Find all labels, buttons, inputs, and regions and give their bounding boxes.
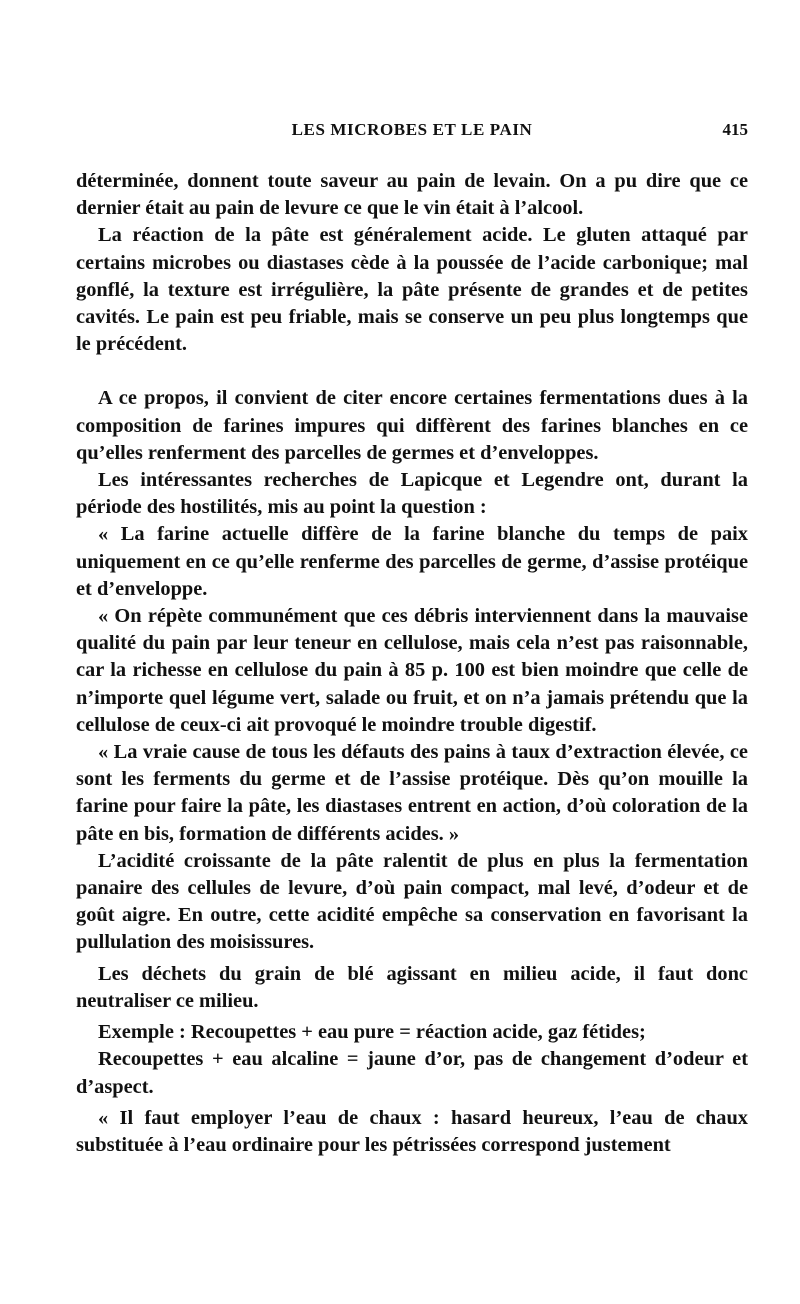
paragraph: A ce propos, il convient de citer encore certaines fermentations dues à la composition de farines impures qui diffèrent des farines blanches en ce qu’elles renferment des parcelles de germes et d’enveloppes. <box>76 387 748 464</box>
quotation-paragraph: « La vraie cause de tous les défauts des pains à taux d’extraction élevée, ce sont les ferments du germe et de l’assise protéique. Dès qu’on mouille la farine pour faire la pâte, les diastases entrent en action, d’où coloration de la pâte en bis, formation de différents acides. » <box>76 741 748 845</box>
quotation-paragraph: « La farine actuelle diffère de la farine blanche du temps de paix uniquement en ce qu’elle renferme des parcelles de germe, d’assise protéique et d’enveloppe. <box>76 523 748 600</box>
paragraph: La réaction de la pâte est généralement acide. Le gluten attaqué par certains microbes ou diastases cède à la poussée de l’acide carbonique; mal gonflé, la texture est irrégulière, la pâte présente de grandes et de petites cavités. Le pain est peu friable, mais se conserve un peu plus longtemps que le précédent. <box>76 224 748 356</box>
paragraph: L’acidité croissante de la pâte ralentit de plus en plus la fermentation panaire des cellules de levure, d’où pain compact, mal levé, d’odeur et de goût aigre. En outre, cette acidité empêche sa conservation en favorisant la pullulation des moisissures. <box>76 849 748 954</box>
example-line: Recoupettes + eau alcaline = jaune d’or, pas de changement d’odeur et d’aspect. <box>76 1048 748 1098</box>
paragraph: Les intéressantes recherches de Lapicque et Legendre ont, durant la période des hostilités, mis au point la question : <box>76 469 748 519</box>
running-header <box>76 120 748 144</box>
paragraph: Les déchets du grain de blé agissant en milieu acide, il faut donc neutraliser ce milieu. <box>76 962 748 1012</box>
quotation-paragraph: « Il faut employer l’eau de chaux : hasard heureux, l’eau de chaux substituée à l’eau ordinaire pour les pétrissées correspond justement <box>76 1106 748 1156</box>
running-title: LES MICROBES ET LE PAIN <box>291 120 533 139</box>
page-number: 415 <box>722 120 748 139</box>
example-line: Exemple : Recoupettes + eau pure = réaction acide, gaz fétides; <box>98 1021 646 1044</box>
paragraph: déterminée, donnent toute saveur au pain de levain. On a pu dire que ce dernier était au pain de levure ce que le vin était à l’alcool. <box>76 170 748 220</box>
body-text <box>76 168 748 1159</box>
quotation-paragraph: « On répète communément que ces débris interviennent dans la mauvaise qualité du pain par leur teneur en cellulose, mais cela n’est pas raisonnable, car la richesse en cellulose du pain à 85 p. 100 est bien moindre que celle de n’importe quel légume vert, salade ou fruit, et on n’a jamais prétendu que la cellulose de ceux-ci ait provoqué le moindre trouble digestif. <box>76 605 748 736</box>
